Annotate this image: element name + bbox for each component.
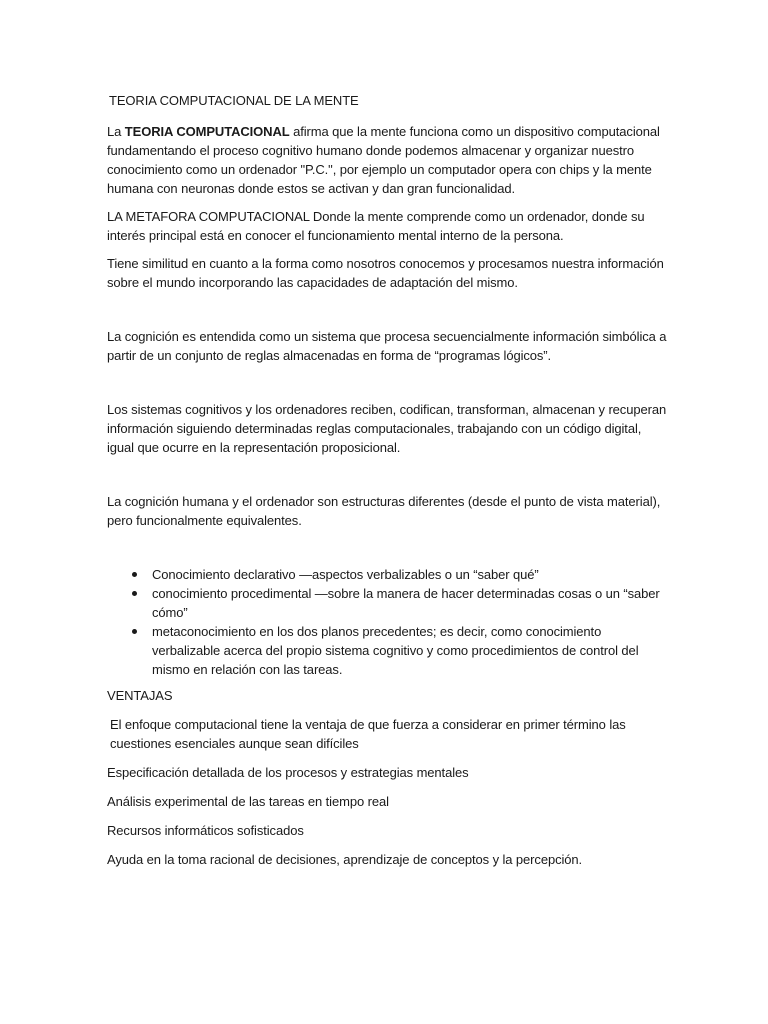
document-body [107, 91, 667, 869]
paragraph-prefix: La [107, 124, 125, 139]
bullet-list [107, 565, 667, 679]
ventaja-item: El enfoque computacional tiene la ventaja de que fuerza a considerar en primer término las cuestiones esenciales aunque sean difíciles [110, 717, 626, 751]
list-item [107, 565, 667, 584]
ventaja-item: Ayuda en la toma racional de decisiones, aprendizaje de conceptos y la percepción. [107, 852, 583, 867]
list-item-text: Conocimiento declarativo —aspectos verbalizables o un “saber qué” [152, 567, 539, 582]
bullet-icon [132, 591, 137, 596]
paragraph-metafora-computacional: LA METAFORA COMPUTACIONAL Donde la mente comprende como un ordenador, donde su interés principal está en conocer el funcionamiento mental interno de la persona. [107, 209, 645, 243]
document-title: TEORIA COMPUTACIONAL DE LA MENTE [109, 93, 359, 108]
list-item-text: conocimiento procedimental —sobre la manera de hacer determinadas cosas o un “saber cómo” [152, 586, 660, 620]
paragraph-teoria-computacional [107, 122, 667, 198]
ventaja-item: Análisis experimental de las tareas en tiempo real [107, 794, 389, 809]
ventaja-item: Recursos informáticos sofisticados [107, 823, 304, 838]
list-item-text: metaconocimiento en los dos planos precedentes; es decir, como conocimiento verbalizable acerca del propio sistema cognitivo y como procedimientos de control del mismo en relación con las tareas. [152, 624, 639, 677]
paragraph-sistemas-cognitivos: Los sistemas cognitivos y los ordenadores reciben, codifican, transforman, almacenan y recuperan información siguiendo determinadas reglas computacionales, trabajando con un código digital, igual que ocurre en la representación proposicional. [107, 402, 667, 455]
bullet-icon [132, 629, 137, 634]
ventajas-heading: VENTAJAS [107, 688, 173, 703]
paragraph-cognicion-humana: La cognición humana y el ordenador son estructuras diferentes (desde el punto de vista material), pero funcionalmente equivalentes. [107, 494, 661, 528]
bullet-icon [132, 572, 137, 577]
paragraph-cognicion: La cognición es entendida como un sistema que procesa secuencialmente información simbólica a partir de un conjunto de reglas almacenadas en forma de “programas lógicos”. [107, 329, 667, 363]
ventaja-item: Especificación detallada de los procesos y estrategias mentales [107, 765, 469, 780]
paragraph-similitud: Tiene similitud en cuanto a la forma como nosotros conocemos y procesamos nuestra información sobre el mundo incorporando las capacidades de adaptación del mismo. [107, 256, 664, 290]
bold-term-teoria-computacional: TEORIA COMPUTACIONAL [124, 124, 290, 139]
list-item [107, 622, 667, 679]
paragraph-rest: afirma que la mente funciona como un dispositivo computacional fundamentando el proceso cognitivo humano donde podemos almacenar y organizar nuestro conocimiento como un ordenador "P.C.", por ejemplo un computador opera con chips y la mente humana con neuronas donde estos se activan y dan gran funcionalidad. [107, 124, 660, 196]
list-item [107, 584, 667, 622]
